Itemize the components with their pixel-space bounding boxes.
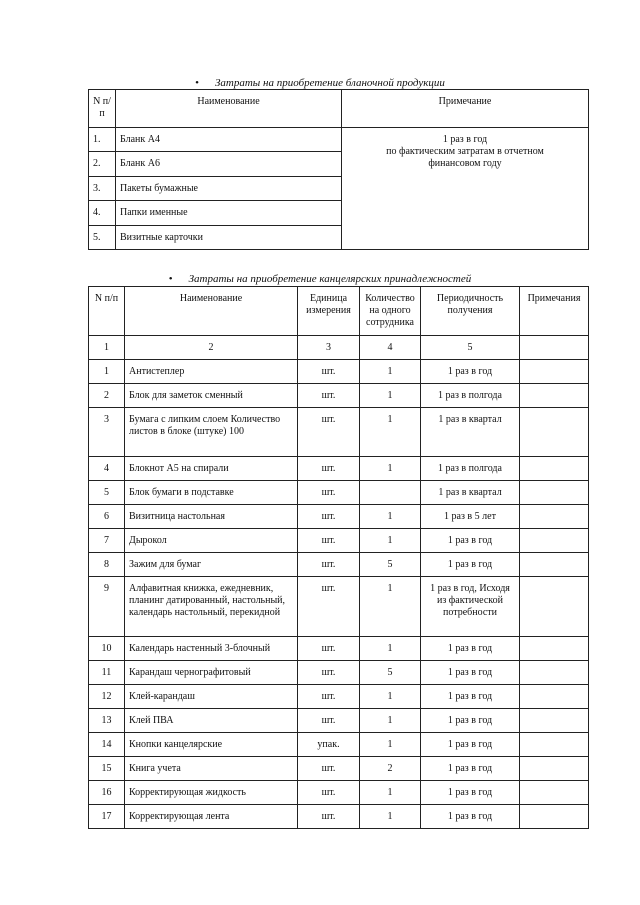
cell-name: Календарь настенный 3-блочный: [125, 637, 298, 661]
bullet-icon: •: [168, 273, 173, 285]
cell-name: Визитные карточки: [116, 226, 342, 250]
index-cell: [520, 336, 589, 360]
cell-period: 1 раз в год: [421, 733, 520, 757]
cell-period: 1 раз в год: [421, 661, 520, 685]
cell-num: 5.: [89, 226, 116, 250]
cell-note: [520, 637, 589, 661]
cell-unit: шт.: [298, 577, 360, 637]
cell-num: 3: [89, 408, 125, 457]
cell-unit: шт.: [298, 661, 360, 685]
cell-num: 16: [89, 781, 125, 805]
cell-name: Блокнот А5 на спирали: [125, 457, 298, 481]
cell-unit: шт.: [298, 529, 360, 553]
cell-name: Бланк А6: [116, 152, 342, 177]
table-row: [89, 128, 589, 152]
cell-unit: шт.: [298, 505, 360, 529]
header-name: Наименование: [125, 287, 298, 336]
cell-num: 5: [89, 481, 125, 505]
table-row: [89, 384, 589, 408]
cell-qty: [360, 481, 421, 505]
cell-period: 1 раз в год: [421, 709, 520, 733]
cell-period: 1 раз в год: [421, 757, 520, 781]
table-row: [89, 709, 589, 733]
cell-qty: 2: [360, 757, 421, 781]
table-row: [89, 577, 589, 637]
cell-unit: шт.: [298, 637, 360, 661]
cell-name: Бумага с липким слоем Количество листов в блоке (штуке) 100: [125, 408, 298, 457]
cell-name: Антистеплер: [125, 360, 298, 384]
cell-name: Корректирующая лента: [125, 805, 298, 829]
cell-note: [520, 408, 589, 457]
cell-num: 8: [89, 553, 125, 577]
table-row: [89, 733, 589, 757]
table-row: [89, 661, 589, 685]
cell-unit: шт.: [298, 408, 360, 457]
cell-num: 7: [89, 529, 125, 553]
cell-qty: 1: [360, 781, 421, 805]
cell-name: Визитница настольная: [125, 505, 298, 529]
cell-name: Алфавитная книжка, ежедневник, планинг датированный, настольный, календарь настольный, перекидной: [125, 577, 298, 637]
cell-name: Клей ПВА: [125, 709, 298, 733]
cell-unit: шт.: [298, 805, 360, 829]
cell-name: Блок для заметок сменный: [125, 384, 298, 408]
cell-qty: 1: [360, 408, 421, 457]
cell-name: Папки именные: [116, 201, 342, 226]
cell-qty: 1: [360, 529, 421, 553]
cell-note: [520, 709, 589, 733]
header-num: N п/п: [89, 90, 116, 128]
cell-name: Корректирующая жидкость: [125, 781, 298, 805]
cell-num: 10: [89, 637, 125, 661]
cell-name: Кнопки канцелярские: [125, 733, 298, 757]
cell-qty: 1: [360, 733, 421, 757]
cell-num: 1: [89, 360, 125, 384]
index-row: [89, 336, 589, 360]
cell-num: 14: [89, 733, 125, 757]
cell-period: 1 раз в год: [421, 553, 520, 577]
cell-note: [520, 733, 589, 757]
cell-num: 6: [89, 505, 125, 529]
stationery-table: [88, 286, 589, 829]
blank-products-table: [88, 89, 589, 250]
cell-period: 1 раз в квартал: [421, 408, 520, 457]
cell-qty: 1: [360, 384, 421, 408]
cell-qty: 1: [360, 577, 421, 637]
cell-period: 1 раз в год: [421, 805, 520, 829]
cell-name: Бланк А4: [116, 128, 342, 152]
cell-period: 1 раз в квартал: [421, 481, 520, 505]
cell-period: 1 раз в полгода: [421, 457, 520, 481]
cell-note: [520, 529, 589, 553]
cell-period: 1 раз в год: [421, 637, 520, 661]
index-cell: 1: [89, 336, 125, 360]
cell-unit: шт.: [298, 685, 360, 709]
index-cell: 5: [421, 336, 520, 360]
cell-unit: шт.: [298, 553, 360, 577]
table-row: [89, 505, 589, 529]
cell-unit: шт.: [298, 457, 360, 481]
header-note: Примечания: [520, 287, 589, 336]
cell-unit: шт.: [298, 360, 360, 384]
stationery-table-body: [89, 360, 589, 829]
cell-name: Дырокол: [125, 529, 298, 553]
cell-qty: 1: [360, 360, 421, 384]
section2-heading: [0, 272, 640, 286]
table-row: [89, 408, 589, 457]
cell-unit: шт.: [298, 781, 360, 805]
cell-unit: упак.: [298, 733, 360, 757]
table-row: [89, 529, 589, 553]
cell-period: 1 раз в 5 лет: [421, 505, 520, 529]
cell-unit: шт.: [298, 384, 360, 408]
cell-unit: шт.: [298, 709, 360, 733]
cell-num: 11: [89, 661, 125, 685]
cell-name: Книга учета: [125, 757, 298, 781]
cell-note-merged: 1 раз в год по фактическим затратам в отчетном финансовом году: [342, 128, 589, 250]
cell-name: Зажим для бумаг: [125, 553, 298, 577]
cell-num: 17: [89, 805, 125, 829]
table-row: [89, 757, 589, 781]
index-cell: 3: [298, 336, 360, 360]
cell-qty: 1: [360, 709, 421, 733]
cell-note: [520, 685, 589, 709]
cell-note: [520, 661, 589, 685]
section2-title: Затраты на приобретение канцелярских принадлежностей: [188, 273, 472, 285]
cell-name: Блок бумаги в подставке: [125, 481, 298, 505]
bullet-icon: •: [195, 77, 199, 89]
cell-period: 1 раз в год: [421, 529, 520, 553]
cell-period: 1 раз в год: [421, 685, 520, 709]
cell-note: [520, 805, 589, 829]
cell-num: 12: [89, 685, 125, 709]
cell-num: 9: [89, 577, 125, 637]
cell-num: 1.: [89, 128, 116, 152]
table-row: [89, 553, 589, 577]
header-num: N п/п: [89, 287, 125, 336]
table-row: [89, 481, 589, 505]
section1-title: Затраты на приобретение бланочной продукции: [214, 77, 445, 89]
table-row: [89, 781, 589, 805]
cell-name: Карандаш чернографитовый: [125, 661, 298, 685]
cell-qty: 1: [360, 505, 421, 529]
cell-note: [520, 505, 589, 529]
cell-qty: 1: [360, 637, 421, 661]
header-period: Периодичность получения: [421, 287, 520, 336]
cell-num: 4: [89, 457, 125, 481]
cell-note: [520, 481, 589, 505]
cell-note: [520, 577, 589, 637]
index-cell: 2: [125, 336, 298, 360]
cell-qty: 5: [360, 553, 421, 577]
cell-note: [520, 553, 589, 577]
cell-qty: 1: [360, 457, 421, 481]
cell-period: 1 раз в год: [421, 781, 520, 805]
cell-qty: 5: [360, 661, 421, 685]
cell-num: 15: [89, 757, 125, 781]
header-name: Наименование: [116, 90, 342, 128]
table-row: [89, 360, 589, 384]
table-row: [89, 685, 589, 709]
cell-note: [520, 457, 589, 481]
cell-num: 2: [89, 384, 125, 408]
section1-heading: [0, 76, 640, 90]
cell-num: 4.: [89, 201, 116, 226]
cell-note: [520, 360, 589, 384]
cell-note: [520, 384, 589, 408]
cell-num: 2.: [89, 152, 116, 177]
cell-period: 1 раз в год, Исходя из фактической потребности: [421, 577, 520, 637]
cell-qty: 1: [360, 685, 421, 709]
table-row: [89, 805, 589, 829]
cell-unit: шт.: [298, 481, 360, 505]
table-row: [89, 457, 589, 481]
cell-name: Пакеты бумажные: [116, 177, 342, 201]
table-row: [89, 637, 589, 661]
cell-note: [520, 757, 589, 781]
header-qty: Количество на одного сотрудника: [360, 287, 421, 336]
cell-num: 3.: [89, 177, 116, 201]
index-cell: 4: [360, 336, 421, 360]
cell-unit: шт.: [298, 757, 360, 781]
cell-note: [520, 781, 589, 805]
header-note: Примечание: [342, 90, 589, 128]
cell-name: Клей-карандаш: [125, 685, 298, 709]
cell-num: 13: [89, 709, 125, 733]
cell-period: 1 раз в год: [421, 360, 520, 384]
cell-period: 1 раз в полгода: [421, 384, 520, 408]
cell-qty: 1: [360, 805, 421, 829]
header-unit: Единица измерения: [298, 287, 360, 336]
